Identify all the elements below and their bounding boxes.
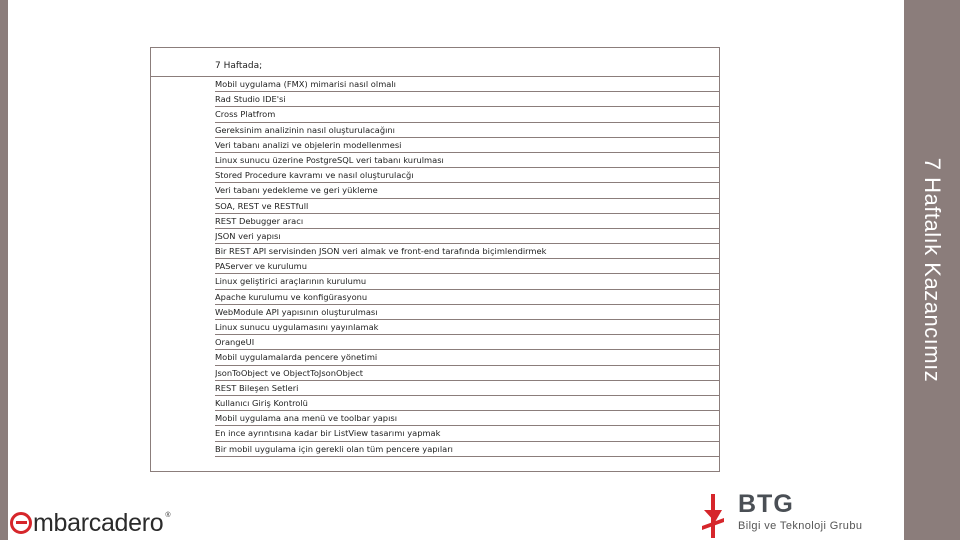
btg-logo — [700, 492, 900, 540]
topic-item: Linux sunucu uygulamasını yayınlamak — [215, 320, 719, 335]
topic-item: Linux sunucu üzerine PostgreSQL veri tabanı kurulması — [215, 153, 719, 168]
topic-item: Kullanıcı Giriş Kontrolü — [215, 396, 719, 411]
topic-item: Mobil uygulama ana menü ve toolbar yapısı — [215, 411, 719, 426]
btg-subtitle: Bilgi ve Teknoloji Grubu — [738, 520, 863, 532]
topic-item: En ince ayrıntısına kadar bir ListView tasarımı yapmak — [215, 426, 719, 441]
topic-item: Bir REST API servisinden JSON veri almak ve front-end tarafında biçimlendirmek — [215, 244, 719, 259]
topic-item: WebModule API yapısının oluşturulması — [215, 305, 719, 320]
topics-header: 7 Haftada; — [151, 48, 719, 77]
embarcadero-trademark: ® — [165, 512, 171, 519]
topic-item: Veri tabanı yedekleme ve geri yükleme — [215, 183, 719, 198]
topic-item: Apache kurulumu ve konfigürasyonu — [215, 290, 719, 305]
topic-item: Mobil uygulama (FMX) mimarisi nasıl olmalı — [215, 77, 719, 92]
btg-name: BTG — [738, 490, 794, 518]
topic-item: Linux geliştirici araçlarının kurulumu — [215, 274, 719, 289]
topic-item: REST Bileşen Setleri — [215, 381, 719, 396]
topic-item: Bir mobil uygulama için gerekli olan tüm pencere yapıları — [215, 442, 719, 457]
topic-item: REST Debugger aracı — [215, 214, 719, 229]
topic-item: JSON veri yapısı — [215, 229, 719, 244]
topic-item: Mobil uygulamalarda pencere yönetimi — [215, 350, 719, 365]
slide-title: 7 Haftalık Kazancımız — [920, 157, 945, 383]
topic-item: SOA, REST ve RESTfull — [215, 199, 719, 214]
topic-item: Stored Procedure kavramı ve nasıl oluşturulacğı — [215, 168, 719, 183]
topic-item: JsonToObject ve ObjectToJsonObject — [215, 366, 719, 381]
topics-list — [151, 77, 719, 457]
topic-item: Gereksinim analizinin nasıl oluşturulacağını — [215, 123, 719, 138]
topic-item: PAServer ve kurulumu — [215, 259, 719, 274]
btg-mark-icon — [700, 492, 730, 540]
left-accent-strip — [0, 0, 8, 540]
embarcadero-logo — [10, 508, 170, 538]
topic-item: Rad Studio IDE'si — [215, 92, 719, 107]
topic-item: Cross Platfrom — [215, 107, 719, 122]
topic-item: Veri tabanı analizi ve objelerin modellenmesi — [215, 138, 719, 153]
topics-table — [150, 47, 720, 472]
embarcadero-e-icon — [10, 512, 32, 534]
topic-item: OrangeUI — [215, 335, 719, 350]
embarcadero-wordmark: mbarcadero — [33, 508, 164, 537]
